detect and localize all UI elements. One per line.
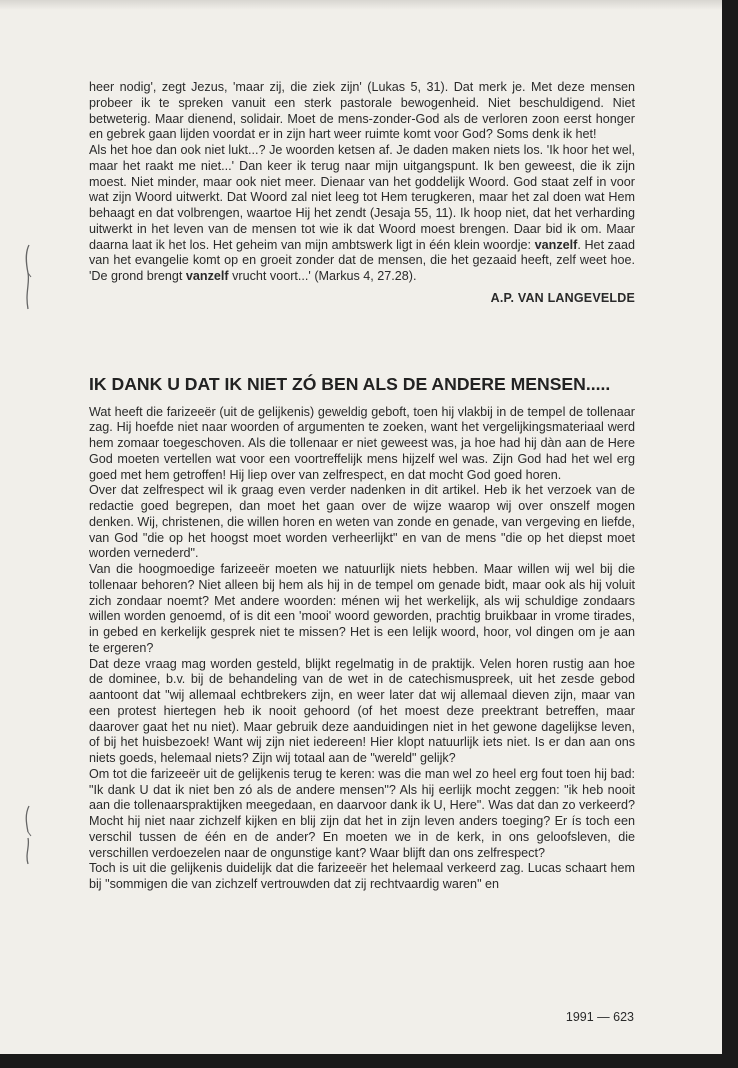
emphasis: vanzelf xyxy=(185,269,229,283)
body-paragraph: Om tot die farizeeër uit de gelijkenis terug te keren: was die man wel zo heel erg fout toen hij bad: "Ik dank U dat ik niet ben zó als de andere mensen"? Als hij eerlijk mocht zeggen: "ik heb nooit aan die tollenaarspraktijken meegedaan, en daarvoor dank ik U, Here". Was dat dan zo verkeerd? Mocht hij niet naar zichzelf kijken en blij zijn dat het in zijn leven anders toeging? Er ís toch een verschil tussen de één en de ander? En moeten we in de kerk, in ons geloofsleven, die verschillen verdoezelen naar de ongunstige kant? Waar blijft dan ons zelfrespect? xyxy=(89,766,635,860)
article-heading: IK DANK U DAT IK NIET ZÓ BEN ALS DE ANDERE MENSEN..... xyxy=(89,373,611,394)
intro-paragraph: heer nodig', zegt Jezus, 'maar zij, die ziek zijn' (Lukas 5, 31). Dat merk je. Met deze mensen probeer ik te spreken vanuit een sterk pastorale bewogenheid. Niet beschuldigend. Niet betweterig. Maar dienend, solidair. Moet de mens-zonder-God als de verloren zoon eerst honger en gebrek gaan lijden voordat er in zijn hart weer ruimte komt voor God? Soms denk ik het! xyxy=(89,80,635,142)
page-number: 1991 — 623 xyxy=(565,1010,634,1024)
author-signature: A.P. VAN LANGEVELDE xyxy=(490,290,635,305)
emphasis: vanzelf xyxy=(534,237,578,252)
margin-pencil-mark-icon xyxy=(22,804,34,868)
text-run: . Het zaad van het evangelie komt op en groeit zonder dat de mensen, die het gezaaid heeft, zelf weet hoe. 'De grond brengt xyxy=(89,237,635,283)
body-paragraph: Toch is uit die gelijkenis duidelijk dat die farizeeër het helemaal verkeerd zag. Lucas schaart hem bij "sommigen die van zichzelf vertrouwden dat zij rechtvaardig waren" en xyxy=(89,861,635,891)
body-paragraph: Van die hoogmoedige farizeeër moeten we natuurlijk niets hebben. Maar willen wij wel bij die tollenaar behoren? Niet alleen bij hem als hij in de tempel om genade bidt, maar ook als hij voluit zich zondaar noemt? Met andere woorden: ménen wij het werkelijk, als wij schuldige zondaars willen worden genoemd, of is dit een 'mooi' woord geworden, prachtig bruikbaar in vrome tirades, in gebed en kerkelijk gesprek niet te missen? Het is een lelijk woord, hoor, vol dingen om je aan te ergeren? xyxy=(89,562,635,655)
body-paragraph: Wat heeft die farizeeër (uit de gelijkenis) geweldig geboft, toen hij vlakbij in de tempel de tollenaar zag. Hij hoefde niet naar woorden of argumenten te zoeken, want het vergelijkingsmateriaal werd hem zomaar toegeschoven. Als die tollenaar er niet geweest was, ja hoe had hij dàn aan de Here God moeten vertellen wat voor een voortreffelijk mens hijzelf wel was. Zijn God had het wel erg goed met hem getroffen! Hij liep over van zelfrespect, en dat mocht God goed horen. xyxy=(89,404,635,482)
body-paragraph: Dat deze vraag mag worden gesteld, blijkt regelmatig in de praktijk. Velen horen rustig aan hoe de dominee, b.v. bij de behandeling van de wet in de catechismuspreek, uit het zesde gebod aantoont dat "wij allemaal echtbrekers zijn, en weer later dat wij allemaal dieven zijn, maar van een protest hiertegen heb ik nooit gehoord (of het moest deze preektrant betreffen, maar daarover gaat het nu niet). Maar gebruik deze aanduidingen niet in het gewone dagelijkse leven, of bij het huisbezoek! Want wij zijn niet iedereen! Hier klopt natuurlijk iets niet. Is er dan aan ons niets goeds, helemaal niets? Zijn wij totaal aan de "wereld" gelijk? xyxy=(89,656,635,765)
paragraph xyxy=(89,143,635,285)
margin-pencil-mark-icon xyxy=(22,243,34,313)
page-top-shadow xyxy=(0,0,722,10)
text-run: vrucht voort...' (Markus 4, 27.28). xyxy=(228,269,417,283)
text-run: Als het hoe dan ook niet lukt...? Je woorden ketsen af. Je daden maken niets los. 'Ik hoor het wel, maar het raakt me niet...' Dan keer ik terug naar mijn uitgangspunt. Ik ben geweest, die ik zijn moest. Niet minder, maar ook niet meer. Dienaar van het goddelijk Woord. God staat zelf in voor wat zijn Woord uitwerkt. Dat Woord zal niet leeg tot Hem terugkeren, maar het zal doen wat Hem behaagt en dat volbrengen, waartoe Hij het zendt (Jesaja 55, 11). Ik hoop niet, dat het verharding uitwerkt in het leven van de mensen tot wie ik dat Woord moest brengen. Daar bid ik om. Maar daarna laat ik het los. Het geheim van mijn ambtswerk ligt in één klein woordje: xyxy=(89,143,635,252)
body-paragraph: Over dat zelfrespect wil ik graag even verder nadenken in dit artikel. Heb ik het verzoek van de redactie goed begrepen, dan moet het gaan over de wijze waarop wij over onszelf mogen denken. Wij, christenen, die willen horen en weten van zonde en genade, van vergeving en liefde, van God "die op het hoogst moet worden verheerlijkt" en van de mens "die op het diepst moet worden vernederd". xyxy=(89,483,635,561)
article-content xyxy=(89,80,635,893)
